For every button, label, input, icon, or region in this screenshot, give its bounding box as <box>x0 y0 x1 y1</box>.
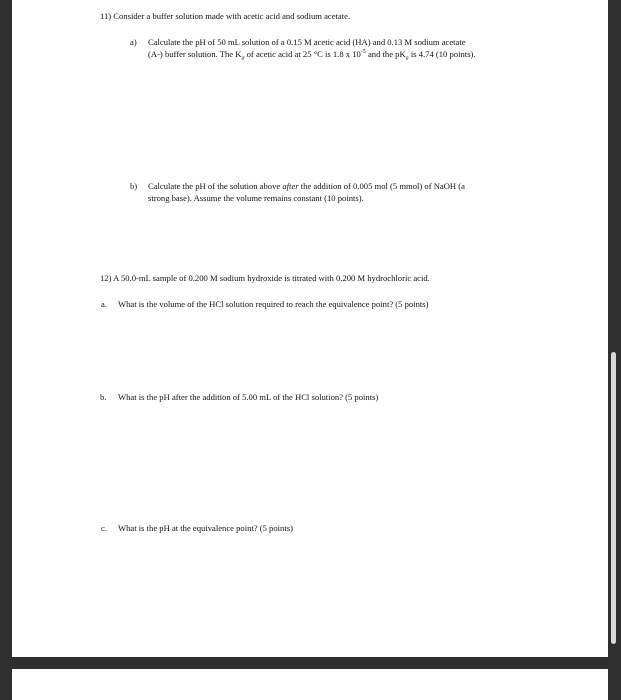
question-11-intro: 11) Consider a buffer solution made with acetic acid and sodium acetate. <box>100 11 351 21</box>
question-12b-marker: b. <box>100 392 107 402</box>
question-12a-marker: a. <box>101 299 107 309</box>
question-11a-line2: (A-) buffer solution. The $K_a$ of acetic acid at 25 °C is 1.8 x $10^{-5}$ and the $pK_a$ is 4.74 (10 points). <box>148 49 476 62</box>
question-11b-marker: b) <box>130 181 138 191</box>
question-11a-line1: Calculate the pH of 50 mL solution of a 0.15 M acetic acid (HA) and 0.13 M sodium acetate <box>148 37 466 47</box>
question-11b-line2: strong base). Assume the volume remains constant (10 points). <box>148 193 364 203</box>
next-page <box>12 669 608 700</box>
vertical-scrollbar-thumb[interactable] <box>611 352 616 644</box>
document-page <box>12 0 608 657</box>
question-11a-marker: a) <box>130 37 137 47</box>
question-12c-marker: c. <box>101 523 107 533</box>
question-12c-text: What is the pH at the equivalence point? (5 points) <box>118 523 293 533</box>
question-12b-text: What is the pH after the addition of 5.00 mL of the HCl solution? (5 points) <box>118 392 379 402</box>
question-12a-text: What is the volume of the HCl solution required to reach the equivalence point? (5 points) <box>118 299 429 309</box>
question-11b-line1: Calculate the pH of the solution above after the addition of 0.005 mol (5 mmol) of NaOH (a <box>148 181 465 191</box>
question-12-intro: 12) A 50.0-mL sample of 0.200 M sodium hydroxide is titrated with 0.200 M hydrochloric acid. <box>100 273 430 283</box>
